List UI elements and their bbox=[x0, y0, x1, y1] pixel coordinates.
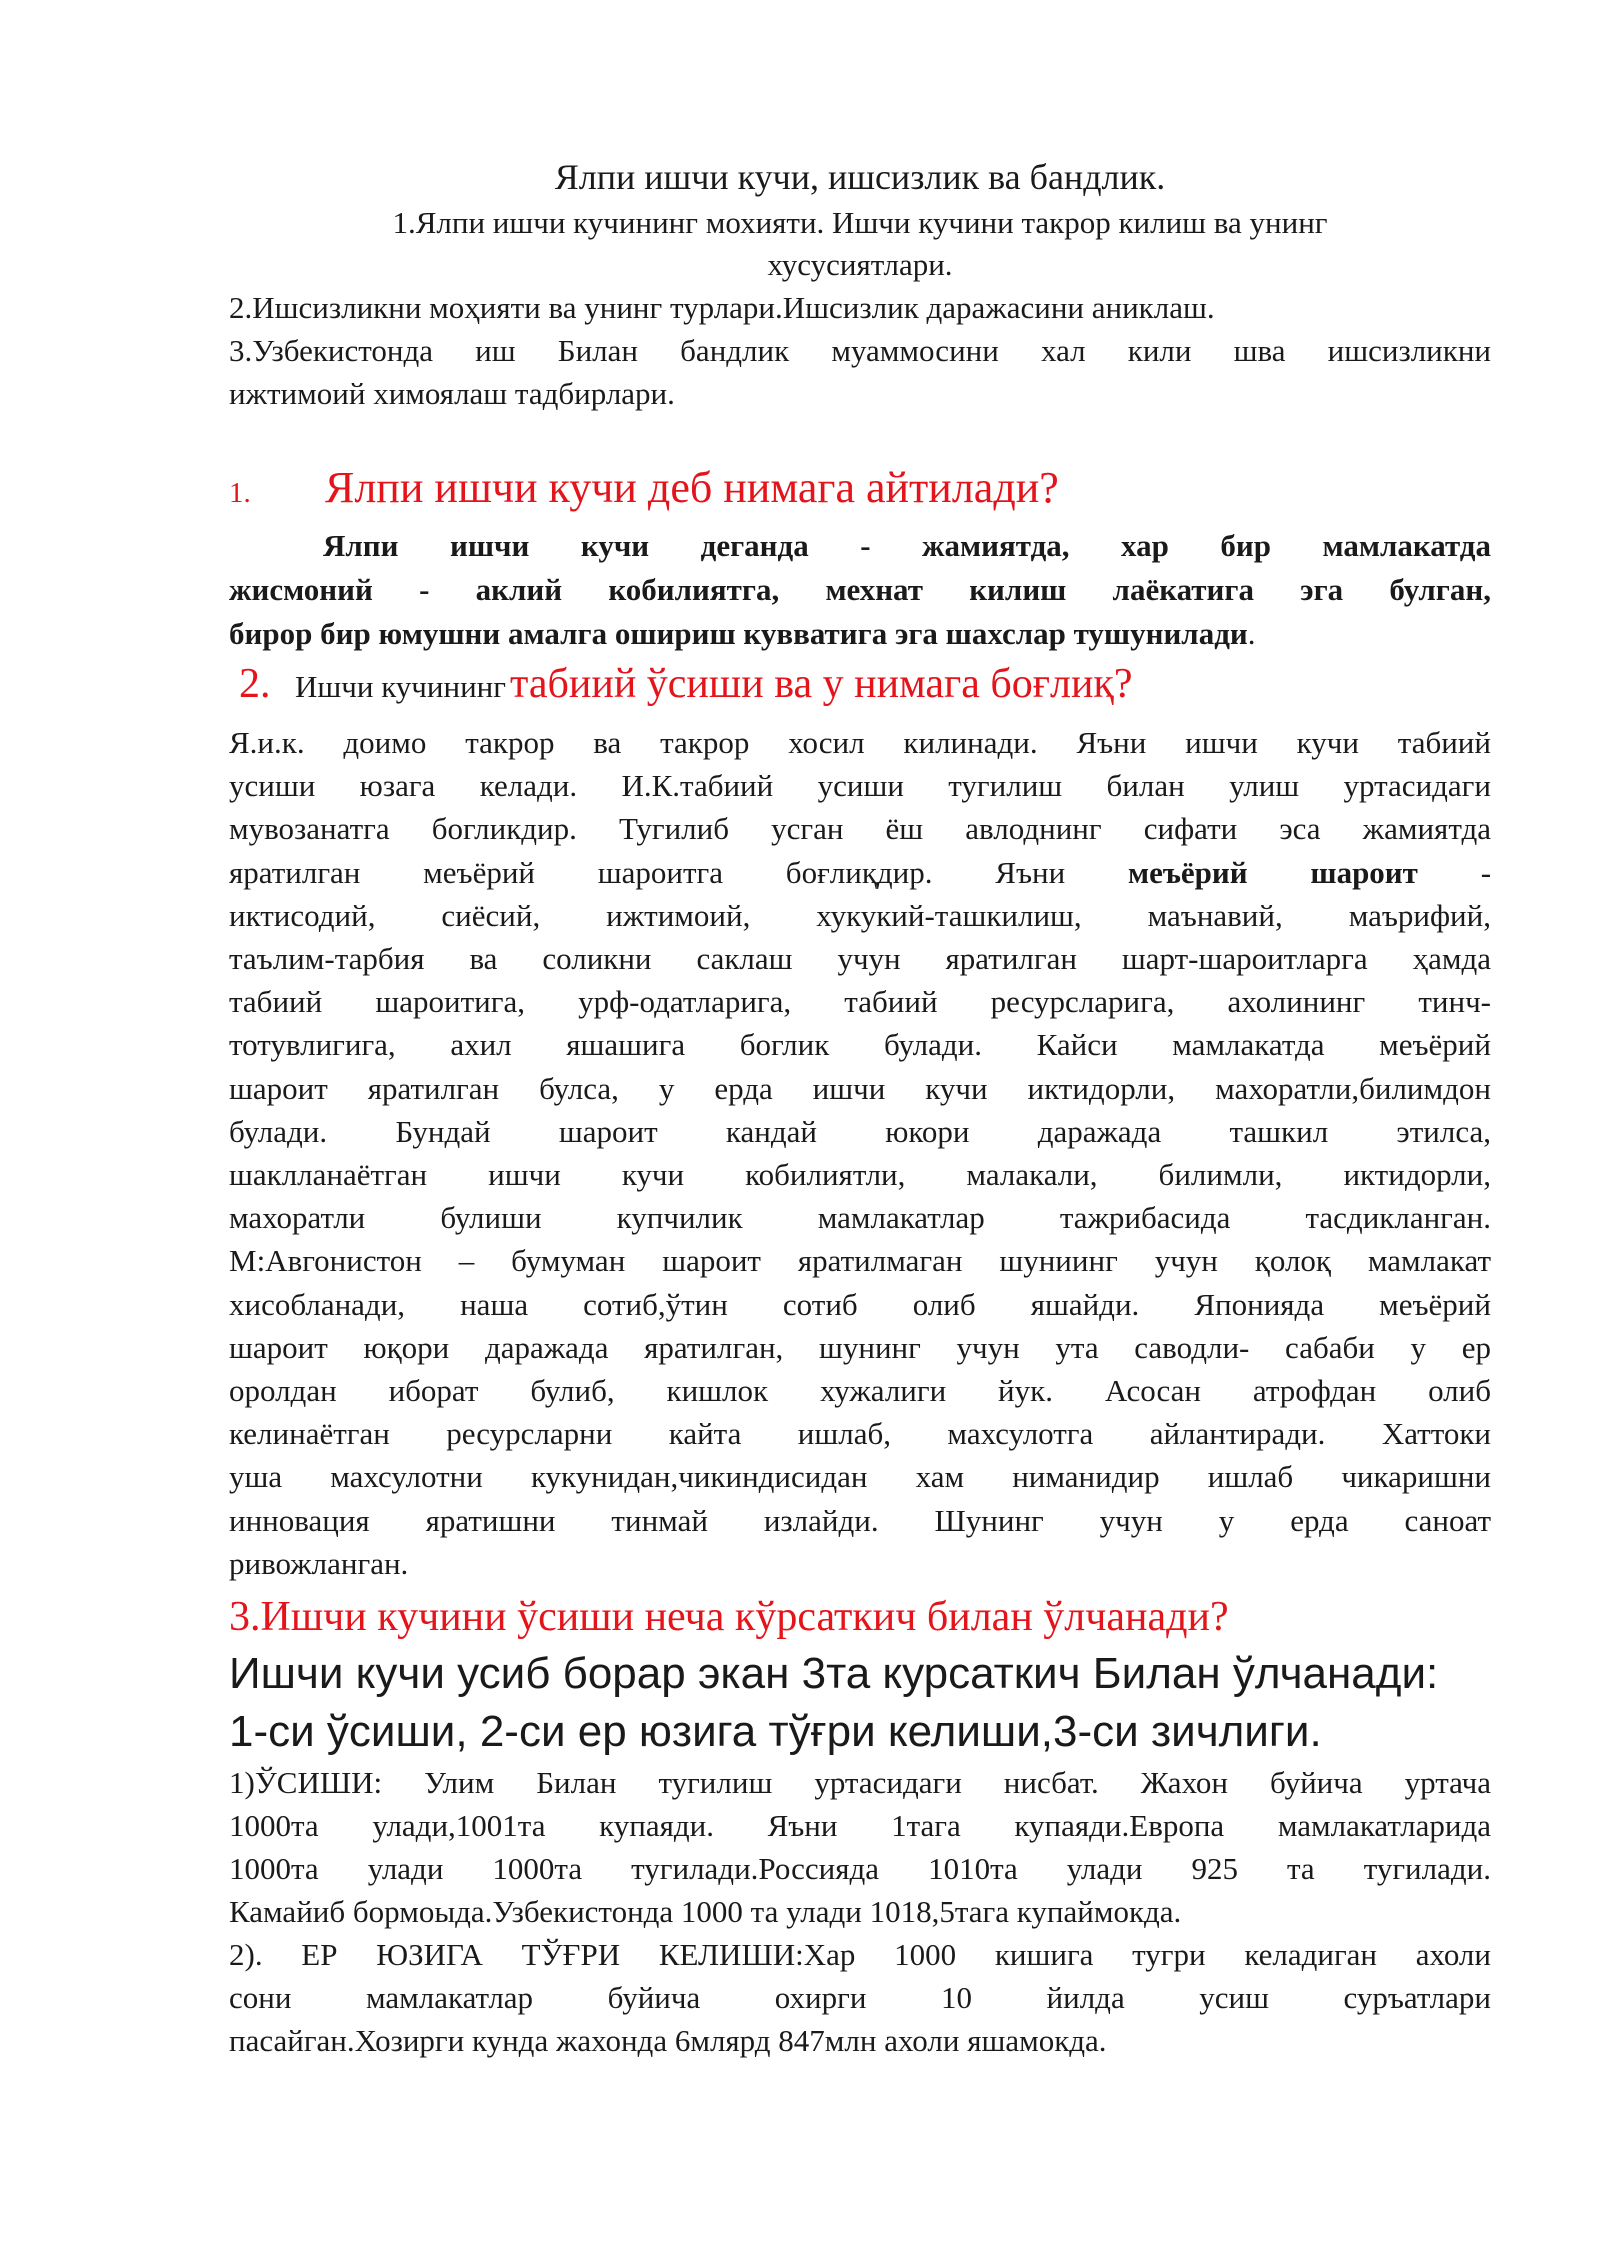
q3-p1-line-2: 1000та улади,1001та купаяди. Яъни 1тага купаяди.Европа мамлакатларида bbox=[229, 1808, 1491, 1844]
q2-line-1: Я.и.к. доимо такрор ва такрор хосил килинади. Яъни ишчи кучи табиий bbox=[229, 725, 1491, 760]
q2-line-3: мувозанатга богликдир. Тугилиб усган ёш авлоднинг сифати эса жамиятда bbox=[229, 811, 1491, 847]
q3-p1-line-1: 1)ЎСИШИ: Улим Билан тугилиш уртасидаги нисбат. Жахон буйича уртача bbox=[229, 1765, 1491, 1801]
q3-summary-line-1: Ишчи кучи усиб борар экан 3та курсаткич Билан ўлчанади: bbox=[229, 1649, 1439, 1699]
q2-line-5: иктисодий, сиёсий, ижтимоий, хукукий-ташкилиш, маънавий, маърифий, bbox=[229, 897, 1491, 933]
document-title: Ялпи ишчи кучи, ишсизлик ва бандлик. bbox=[554, 157, 1166, 197]
q3-p2-line-1: 2). ЕР ЮЗИГА ТЎҒРИ КЕЛИШИ:Хар 1000 кишига тугри келадиган ахоли bbox=[229, 1937, 1491, 1973]
definition-line-3 bbox=[229, 612, 1491, 656]
q2-line-13: М:Авгонистон – бумуман шароит яратилмаган шуниинг учун қолоқ мамлакат bbox=[229, 1243, 1491, 1279]
q2-line-11: шаклланаётган ишчи кучи кобилиятли, малакали, билимли, иктидорли, bbox=[229, 1157, 1491, 1193]
spacer bbox=[229, 415, 1491, 457]
q2-line-7: табиий шароитига, урф-одатларига, табиий ресурсларига, ахолининг тинч- bbox=[229, 984, 1491, 1020]
document-page bbox=[229, 152, 1491, 2062]
q2-line-18: уша махсулотни кукунидан,чикиндисидан хам ниманидир ишлаб чикаришни bbox=[229, 1459, 1491, 1495]
q3-p1-line-4: Камайиб бормоыда.Узбекистонда 1000 та улади 1018,5тага купаймокда. bbox=[229, 1894, 1182, 1930]
plan-item-1-line-2: хусусиятлари. bbox=[767, 247, 953, 282]
q2-line-4-bold: меъёрий шароит bbox=[1127, 854, 1418, 890]
q2-line-9: шароит яратилган булса, у ерда ишчи кучи иктидорли, махоратли,билимдон bbox=[229, 1070, 1491, 1106]
q2-line-17: келинаётган ресурсларни кайта ишлаб, махсулотга айлантиради. Хаттоки bbox=[229, 1416, 1491, 1452]
plan-item-1-line-1: 1.Ялпи ишчи кучининг мохияти. Ишчи кучини такрор килиш ва унинг bbox=[392, 205, 1328, 240]
q3-p1-line-3: 1000та улади 1000та тугилади.Россияда 1010та улади 925 та тугилади. bbox=[229, 1851, 1491, 1887]
q2-line-4-end: - bbox=[1480, 854, 1492, 890]
q2-line-8: тотувлигига, ахил яшашига боглик булади. Кайси мамлакатда меъёрий bbox=[229, 1027, 1491, 1063]
plan-item-1 bbox=[229, 202, 1491, 286]
q3-p2-line-2: сони мамлакатлар буйича охирги 10 йилда усиш суръатлари bbox=[229, 1980, 1491, 2016]
plan-item-3-line-1: 3.Узбекистонда иш Билан бандлик муаммосини хал кили шва ишсизликни bbox=[229, 333, 1491, 368]
q2-line-12: махоратли булиши купчилик мамлакатлар тажрибасида тасдикланган. bbox=[229, 1200, 1491, 1236]
question-2-title-black: Ишчи кучининг bbox=[295, 669, 506, 704]
q2-line-14: хисобланади, наша сотиб,ўтин сотиб олиб яшайди. Японияда меъёрий bbox=[229, 1286, 1491, 1322]
q2-line-4 bbox=[229, 851, 1491, 894]
definition-line-2: жисмоний - аклий кобилиятга, мехнат килиш лаёкатига эга булган, bbox=[229, 572, 1491, 607]
q2-last-line: ривожланган. bbox=[229, 1545, 409, 1581]
definition-line-3-text: бирор бир юмушни амалга ошириш кувватига эга шахслар тушунилади bbox=[229, 616, 1248, 651]
question-2-heading bbox=[229, 656, 1491, 721]
q2-line-10: булади. Бундай шароит кандай юкори даражада ташкил этилса, bbox=[229, 1113, 1491, 1149]
q3-p2-line-3: пасайган.Хозирги кунда жахонда 6млярд 847млн ахоли яшамокда. bbox=[229, 2023, 1107, 2059]
q2-line-6: таълим-тарбия ва соликни саклаш учун яратилган шарт-шароитларга ҳамда bbox=[229, 941, 1491, 977]
question-2-number: 2. bbox=[239, 661, 271, 707]
plan-item-3-line-2: ижтимоий химоялаш тадбирлари. bbox=[229, 376, 675, 411]
q2-line-19: инновация яратишни тинмай излайди. Шунинг учун у ерда саноат bbox=[229, 1502, 1491, 1538]
question-3-heading: 3.Ишчи кучини ўсиши неча кўрсаткич билан ўлчанади? bbox=[229, 1594, 1229, 1641]
question-1-number: 1. bbox=[229, 477, 251, 509]
question-1-title: Ялпи ишчи кучи деб нимага айтилади? bbox=[325, 463, 1059, 512]
question-1-heading bbox=[229, 457, 1491, 524]
q2-line-4-start: яратилган меъёрий шароитга боғлиқдир. Яъни bbox=[229, 854, 1066, 890]
q3-summary-line-2: 1-си ўсиши, 2-си ер юзига тўғри келиши,3-си зичлиги. bbox=[229, 1707, 1322, 1757]
plan-item-2: 2.Ишсизликни моҳияти ва унинг турлари.Ишсизлик даражасини аниклаш. bbox=[229, 290, 1215, 325]
q2-line-15: шароит юқори даражада яратилган, шунинг учун ута саводли- сабаби у ер bbox=[229, 1329, 1491, 1365]
definition-line-1: Ялпи ишчи кучи деганда - жамиятда, хар бир мамлакатда bbox=[323, 528, 1491, 563]
q2-line-16: оролдан иборат булиб, кишлок хужалиги йук. Асосан атрофдан олиб bbox=[229, 1373, 1491, 1409]
question-2-title-red: табиий ўсиши ва у нимага боғлиқ? bbox=[509, 661, 1133, 707]
definition-end: . bbox=[1247, 616, 1256, 651]
q2-line-2: усиши юзага келади. И.К.табиий усиши тугилиш билан улиш уртасидаги bbox=[229, 768, 1491, 804]
